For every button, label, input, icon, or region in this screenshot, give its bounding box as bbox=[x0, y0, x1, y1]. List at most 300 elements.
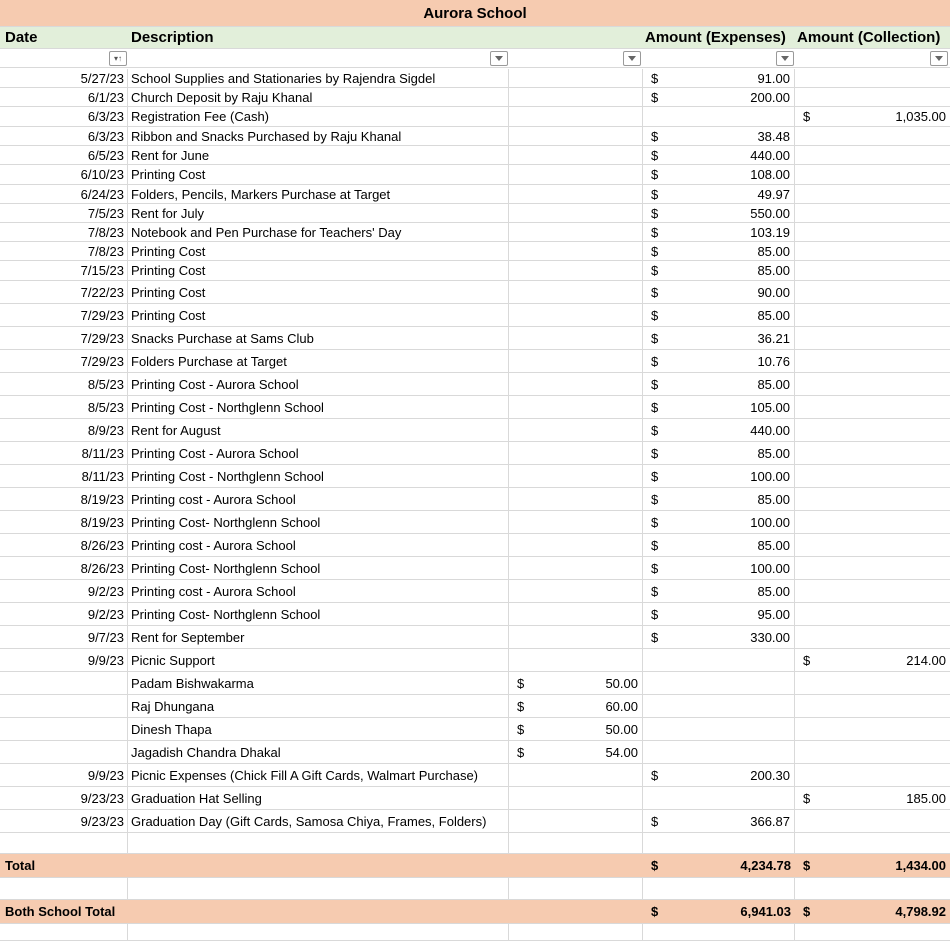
date-cell[interactable]: 6/10/23 bbox=[0, 165, 128, 184]
description-cell[interactable]: Printing Cost- Northglenn School bbox=[128, 557, 509, 579]
date-cell[interactable] bbox=[0, 741, 128, 763]
date-cell[interactable]: 8/5/23 bbox=[0, 373, 128, 395]
expenses-cell[interactable] bbox=[643, 419, 795, 441]
description-cell[interactable]: Graduation Day (Gift Cards, Samosa Chiya, Frames, Folders) bbox=[128, 810, 509, 832]
date-cell[interactable]: 8/5/23 bbox=[0, 396, 128, 418]
date-cell[interactable]: 7/29/23 bbox=[0, 350, 128, 372]
currency-symbol: $ bbox=[517, 698, 525, 714]
collection-cell[interactable] bbox=[795, 165, 950, 184]
expenses-cell[interactable] bbox=[643, 672, 795, 694]
subamount-cell[interactable] bbox=[509, 69, 643, 87]
subamount-cell[interactable] bbox=[509, 281, 643, 303]
collection-cell[interactable] bbox=[795, 672, 950, 694]
header-expenses[interactable]: Amount (Expenses) bbox=[645, 29, 786, 46]
expenses-cell[interactable] bbox=[643, 718, 795, 740]
description-cell[interactable]: Rent for June bbox=[128, 146, 509, 164]
expenses-cell[interactable] bbox=[643, 649, 795, 671]
total-expenses[interactable] bbox=[643, 900, 795, 923]
collection-cell[interactable] bbox=[795, 127, 950, 145]
description-cell[interactable]: Printing Cost- Northglenn School bbox=[128, 603, 509, 625]
description-cell[interactable]: Padam Bishwakarma bbox=[128, 672, 509, 694]
collection-cell[interactable] bbox=[795, 741, 950, 763]
total-row bbox=[0, 854, 950, 878]
empty-cell[interactable] bbox=[795, 924, 950, 940]
collection-cell[interactable] bbox=[795, 373, 950, 395]
amount-value: 85.00 bbox=[757, 445, 790, 461]
subamount-cell[interactable] bbox=[509, 350, 643, 372]
amount-value: 85.00 bbox=[757, 491, 790, 507]
subamount-cell[interactable] bbox=[509, 165, 643, 184]
header-row bbox=[0, 27, 950, 49]
currency-symbol: $ bbox=[803, 790, 811, 806]
subamount-cell[interactable] bbox=[509, 327, 643, 349]
table-row bbox=[0, 419, 950, 442]
collection-cell[interactable] bbox=[795, 580, 950, 602]
subamount-cell[interactable] bbox=[509, 304, 643, 326]
empty-cell[interactable] bbox=[509, 878, 643, 899]
table-row bbox=[0, 442, 950, 465]
collection-cell[interactable] bbox=[795, 465, 950, 487]
expenses-cell[interactable] bbox=[643, 107, 795, 126]
expenses-cell[interactable] bbox=[643, 488, 795, 510]
table-row bbox=[0, 741, 950, 764]
subamount-cell[interactable] bbox=[509, 127, 643, 145]
subamount-cell[interactable] bbox=[509, 741, 643, 763]
amount-value: 440.00 bbox=[750, 147, 790, 163]
table-row bbox=[0, 580, 950, 603]
date-cell[interactable]: 6/1/23 bbox=[0, 88, 128, 106]
collection-cell[interactable] bbox=[795, 146, 950, 164]
collection-cell[interactable] bbox=[795, 557, 950, 579]
table-row bbox=[0, 146, 950, 165]
amount-value: 550.00 bbox=[750, 205, 790, 221]
date-cell[interactable]: 8/19/23 bbox=[0, 511, 128, 533]
collection-cell[interactable] bbox=[795, 304, 950, 326]
currency-symbol: $ bbox=[651, 514, 659, 530]
date-cell[interactable]: 6/3/23 bbox=[0, 107, 128, 126]
collection-cell[interactable] bbox=[795, 261, 950, 280]
description-cell[interactable]: Rent for September bbox=[128, 626, 509, 648]
collection-cell[interactable] bbox=[795, 242, 950, 260]
date-cell[interactable]: 7/8/23 bbox=[0, 223, 128, 241]
sheet-title[interactable]: Aurora School bbox=[423, 4, 527, 22]
collection-cell[interactable] bbox=[795, 204, 950, 222]
description-cell[interactable]: Printing Cost bbox=[128, 261, 509, 280]
currency-symbol: $ bbox=[651, 813, 659, 829]
date-cell[interactable]: 8/19/23 bbox=[0, 488, 128, 510]
empty-cell[interactable] bbox=[128, 878, 509, 899]
currency-symbol: $ bbox=[651, 537, 659, 553]
date-cell[interactable]: 9/7/23 bbox=[0, 626, 128, 648]
expenses-cell[interactable] bbox=[643, 603, 795, 625]
empty-cell[interactable] bbox=[128, 924, 509, 940]
amount-value: 85.00 bbox=[757, 376, 790, 392]
amount-value: 185.00 bbox=[906, 790, 946, 806]
date-cell[interactable]: 7/29/23 bbox=[0, 327, 128, 349]
collection-cell[interactable] bbox=[795, 442, 950, 464]
subamount-cell[interactable] bbox=[509, 718, 643, 740]
currency-symbol: $ bbox=[651, 224, 659, 240]
currency-symbol: $ bbox=[651, 491, 659, 507]
total-label[interactable]: Total bbox=[5, 858, 36, 873]
table-row bbox=[0, 327, 950, 350]
amount-value: 85.00 bbox=[757, 537, 790, 553]
table-row bbox=[0, 557, 950, 580]
currency-symbol: $ bbox=[651, 186, 659, 202]
total-collection[interactable] bbox=[795, 900, 950, 923]
amount-value: 103.19 bbox=[750, 224, 790, 240]
collection-cell[interactable] bbox=[795, 511, 950, 533]
expenses-cell[interactable] bbox=[643, 304, 795, 326]
subamount-cell[interactable] bbox=[509, 373, 643, 395]
description-cell[interactable]: Picnic Expenses (Chick Fill A Gift Cards, Walmart Purchase) bbox=[128, 764, 509, 786]
collection-cell[interactable] bbox=[795, 185, 950, 203]
currency-symbol: $ bbox=[651, 468, 659, 484]
expenses-cell[interactable] bbox=[643, 810, 795, 832]
amount-value: 36.21 bbox=[757, 330, 790, 346]
expenses-cell[interactable] bbox=[643, 165, 795, 184]
date-cell[interactable]: 9/23/23 bbox=[0, 810, 128, 832]
date-cell[interactable]: 7/29/23 bbox=[0, 304, 128, 326]
currency-symbol: $ bbox=[651, 904, 659, 919]
collection-cell[interactable] bbox=[795, 69, 950, 87]
collection-cell[interactable] bbox=[795, 327, 950, 349]
date-cell[interactable]: 7/22/23 bbox=[0, 281, 128, 303]
description-cell[interactable]: Printing Cost bbox=[128, 165, 509, 184]
collection-cell[interactable] bbox=[795, 223, 950, 241]
sort-filter-icon[interactable]: ▾↑ bbox=[109, 51, 127, 66]
currency-symbol: $ bbox=[803, 109, 811, 124]
subamount-cell[interactable] bbox=[509, 534, 643, 556]
collection-cell[interactable] bbox=[795, 350, 950, 372]
description-cell[interactable]: Notebook and Pen Purchase for Teachers' Day bbox=[128, 223, 509, 241]
empty-cell[interactable] bbox=[795, 833, 950, 853]
empty-cell[interactable] bbox=[0, 833, 128, 853]
table-row bbox=[0, 281, 950, 304]
expenses-cell[interactable] bbox=[643, 396, 795, 418]
expenses-cell[interactable] bbox=[643, 350, 795, 372]
amount-value: 100.00 bbox=[750, 514, 790, 530]
total-expenses[interactable] bbox=[643, 854, 795, 877]
table-row bbox=[0, 465, 950, 488]
currency-symbol: $ bbox=[651, 560, 659, 576]
currency-symbol: $ bbox=[651, 399, 659, 415]
table-row bbox=[0, 242, 950, 261]
expenses-cell[interactable] bbox=[643, 511, 795, 533]
subamount-cell[interactable] bbox=[509, 242, 643, 260]
date-cell[interactable]: 8/11/23 bbox=[0, 442, 128, 464]
amount-value: 54.00 bbox=[605, 744, 638, 760]
description-cell[interactable]: Ribbon and Snacks Purchased by Raju Khanal bbox=[128, 127, 509, 145]
subamount-cell[interactable] bbox=[509, 419, 643, 441]
filter-dropdown-icon[interactable] bbox=[623, 51, 641, 66]
description-cell[interactable]: Printing Cost bbox=[128, 281, 509, 303]
description-cell[interactable]: Picnic Support bbox=[128, 649, 509, 671]
description-cell[interactable]: Printing Cost - Northglenn School bbox=[128, 396, 509, 418]
header-description[interactable]: Description bbox=[131, 29, 214, 46]
description-cell[interactable]: Raj Dhungana bbox=[128, 695, 509, 717]
subamount-cell[interactable] bbox=[509, 146, 643, 164]
table-row bbox=[0, 511, 950, 534]
date-cell[interactable] bbox=[0, 672, 128, 694]
amount-value: 200.00 bbox=[750, 89, 790, 105]
expenses-cell[interactable] bbox=[643, 465, 795, 487]
expenses-cell[interactable] bbox=[643, 787, 795, 809]
amount-value: 105.00 bbox=[750, 399, 790, 415]
expenses-cell[interactable] bbox=[643, 373, 795, 395]
header-date[interactable]: Date bbox=[5, 29, 38, 46]
date-cell[interactable]: 7/15/23 bbox=[0, 261, 128, 280]
currency-symbol: $ bbox=[651, 353, 659, 369]
expenses-cell[interactable] bbox=[643, 223, 795, 241]
empty-cell[interactable] bbox=[0, 924, 128, 940]
table-row bbox=[0, 534, 950, 557]
description-cell[interactable]: Printing Cost - Northglenn School bbox=[128, 465, 509, 487]
amount-value: 49.97 bbox=[757, 186, 790, 202]
collection-cell[interactable] bbox=[795, 281, 950, 303]
title-row bbox=[0, 0, 950, 27]
expenses-cell[interactable] bbox=[643, 327, 795, 349]
currency-symbol: $ bbox=[651, 284, 659, 300]
date-cell[interactable]: 9/9/23 bbox=[0, 649, 128, 671]
currency-symbol: $ bbox=[651, 205, 659, 221]
header-blank[interactable] bbox=[509, 27, 643, 48]
date-cell[interactable]: 7/8/23 bbox=[0, 242, 128, 260]
amount-value: 6,941.03 bbox=[740, 904, 791, 919]
subamount-cell[interactable] bbox=[509, 764, 643, 786]
expenses-cell[interactable] bbox=[643, 442, 795, 464]
subamount-cell[interactable] bbox=[509, 396, 643, 418]
expenses-cell[interactable] bbox=[643, 626, 795, 648]
description-cell[interactable]: Printing cost - Aurora School bbox=[128, 534, 509, 556]
subamount-cell[interactable] bbox=[509, 672, 643, 694]
description-cell[interactable]: Jagadish Chandra Dhakal bbox=[128, 741, 509, 763]
amount-value: 90.00 bbox=[757, 284, 790, 300]
amount-value: 85.00 bbox=[757, 263, 790, 278]
table-row bbox=[0, 185, 950, 204]
collection-cell[interactable] bbox=[795, 649, 950, 671]
description-cell[interactable]: Printing Cost - Aurora School bbox=[128, 373, 509, 395]
date-cell[interactable]: 9/9/23 bbox=[0, 764, 128, 786]
description-cell[interactable]: Dinesh Thapa bbox=[128, 718, 509, 740]
currency-symbol: $ bbox=[651, 70, 659, 86]
description-cell[interactable]: Rent for August bbox=[128, 419, 509, 441]
expenses-cell[interactable] bbox=[643, 580, 795, 602]
table-row bbox=[0, 88, 950, 107]
expenses-cell[interactable] bbox=[643, 534, 795, 556]
currency-symbol: $ bbox=[651, 128, 659, 144]
date-cell[interactable]: 6/3/23 bbox=[0, 127, 128, 145]
date-cell[interactable]: 6/24/23 bbox=[0, 185, 128, 203]
currency-symbol: $ bbox=[651, 243, 659, 259]
subamount-cell[interactable] bbox=[509, 695, 643, 717]
currency-symbol: $ bbox=[651, 167, 659, 182]
table-row bbox=[0, 488, 950, 511]
currency-symbol: $ bbox=[517, 675, 525, 691]
collection-cell[interactable] bbox=[795, 626, 950, 648]
description-cell[interactable]: School Supplies and Stationaries by Rajendra Sigdel bbox=[128, 69, 509, 87]
amount-value: 85.00 bbox=[757, 583, 790, 599]
expenses-cell[interactable] bbox=[643, 281, 795, 303]
currency-symbol: $ bbox=[651, 629, 659, 645]
table-row bbox=[0, 304, 950, 327]
subamount-cell[interactable] bbox=[509, 787, 643, 809]
empty-cell[interactable] bbox=[0, 878, 128, 899]
filter-dropdown-icon[interactable] bbox=[930, 51, 948, 66]
currency-symbol: $ bbox=[803, 652, 811, 668]
empty-cell[interactable] bbox=[795, 878, 950, 899]
table-row bbox=[0, 261, 950, 281]
empty-cell[interactable] bbox=[643, 924, 795, 940]
description-cell[interactable]: Folders Purchase at Target bbox=[128, 350, 509, 372]
description-cell[interactable]: Printing Cost bbox=[128, 304, 509, 326]
description-cell[interactable]: Printing Cost- Northglenn School bbox=[128, 511, 509, 533]
collection-cell[interactable] bbox=[795, 396, 950, 418]
collection-cell[interactable] bbox=[795, 695, 950, 717]
currency-symbol: $ bbox=[651, 606, 659, 622]
amount-value: 85.00 bbox=[757, 307, 790, 323]
description-cell[interactable]: Registration Fee (Cash) bbox=[128, 107, 509, 126]
expenses-cell[interactable] bbox=[643, 261, 795, 280]
amount-value: 200.30 bbox=[750, 767, 790, 783]
date-cell[interactable]: 8/9/23 bbox=[0, 419, 128, 441]
header-collection[interactable]: Amount (Collection) bbox=[797, 29, 941, 46]
date-cell[interactable] bbox=[0, 695, 128, 717]
collection-cell[interactable] bbox=[795, 810, 950, 832]
expenses-cell[interactable] bbox=[643, 146, 795, 164]
amount-value: 214.00 bbox=[906, 652, 946, 668]
total-collection[interactable] bbox=[795, 854, 950, 877]
description-cell[interactable]: Graduation Hat Selling bbox=[128, 787, 509, 809]
both-school-total-row bbox=[0, 900, 950, 924]
expenses-cell[interactable] bbox=[643, 764, 795, 786]
date-cell[interactable]: 8/11/23 bbox=[0, 465, 128, 487]
amount-value: 38.48 bbox=[757, 128, 790, 144]
subamount-cell[interactable] bbox=[509, 488, 643, 510]
amount-value: 85.00 bbox=[757, 243, 790, 259]
currency-symbol: $ bbox=[803, 858, 811, 873]
table-row bbox=[0, 718, 950, 741]
description-cell[interactable]: Church Deposit by Raju Khanal bbox=[128, 88, 509, 106]
collection-cell[interactable] bbox=[795, 88, 950, 106]
date-cell[interactable]: 7/5/23 bbox=[0, 204, 128, 222]
date-cell[interactable] bbox=[0, 718, 128, 740]
collection-cell[interactable] bbox=[795, 488, 950, 510]
description-cell[interactable]: Rent for July bbox=[128, 204, 509, 222]
currency-symbol: $ bbox=[651, 147, 659, 163]
date-cell[interactable]: 9/2/23 bbox=[0, 603, 128, 625]
table-row bbox=[0, 223, 950, 242]
collection-cell[interactable] bbox=[795, 764, 950, 786]
empty-cell[interactable] bbox=[128, 833, 509, 853]
description-cell[interactable]: Printing Cost bbox=[128, 242, 509, 260]
date-cell[interactable]: 8/26/23 bbox=[0, 557, 128, 579]
date-cell[interactable]: 9/23/23 bbox=[0, 787, 128, 809]
filter-dropdown-icon[interactable] bbox=[490, 51, 508, 66]
subamount-cell[interactable] bbox=[509, 626, 643, 648]
table-row bbox=[0, 127, 950, 146]
currency-symbol: $ bbox=[651, 767, 659, 783]
total-label[interactable]: Both School Total bbox=[5, 904, 116, 919]
subamount-cell[interactable] bbox=[509, 442, 643, 464]
empty-cell[interactable] bbox=[509, 833, 643, 853]
table-row bbox=[0, 165, 950, 185]
expenses-cell[interactable] bbox=[643, 741, 795, 763]
subamount-cell[interactable] bbox=[509, 580, 643, 602]
description-cell[interactable]: Snacks Purchase at Sams Club bbox=[128, 327, 509, 349]
description-cell[interactable]: Printing Cost - Aurora School bbox=[128, 442, 509, 464]
table-row bbox=[0, 695, 950, 718]
amount-value: 100.00 bbox=[750, 468, 790, 484]
subamount-cell[interactable] bbox=[509, 603, 643, 625]
date-cell[interactable]: 6/5/23 bbox=[0, 146, 128, 164]
subamount-cell[interactable] bbox=[509, 649, 643, 671]
subamount-cell[interactable] bbox=[509, 223, 643, 241]
currency-symbol: $ bbox=[651, 263, 659, 278]
description-cell[interactable]: Folders, Pencils, Markers Purchase at Target bbox=[128, 185, 509, 203]
date-cell[interactable]: 9/2/23 bbox=[0, 580, 128, 602]
filter-dropdown-icon[interactable] bbox=[776, 51, 794, 66]
subamount-cell[interactable] bbox=[509, 204, 643, 222]
empty-cell[interactable] bbox=[643, 833, 795, 853]
empty-cell[interactable] bbox=[643, 878, 795, 899]
subamount-cell[interactable] bbox=[509, 511, 643, 533]
currency-symbol: $ bbox=[651, 330, 659, 346]
blank-row bbox=[0, 924, 950, 941]
subamount-cell[interactable] bbox=[509, 810, 643, 832]
description-cell[interactable]: Printing cost - Aurora School bbox=[128, 580, 509, 602]
table-row bbox=[0, 373, 950, 396]
currency-symbol: $ bbox=[517, 744, 525, 760]
expenses-cell[interactable] bbox=[643, 88, 795, 106]
blank-row bbox=[0, 878, 950, 900]
subamount-cell[interactable] bbox=[509, 185, 643, 203]
collection-cell[interactable] bbox=[795, 107, 950, 126]
description-cell[interactable]: Printing cost - Aurora School bbox=[128, 488, 509, 510]
amount-value: 108.00 bbox=[750, 167, 790, 182]
empty-cell[interactable] bbox=[509, 924, 643, 940]
date-cell[interactable]: 5/27/23 bbox=[0, 69, 128, 87]
subamount-cell[interactable] bbox=[509, 557, 643, 579]
subamount-cell[interactable] bbox=[509, 88, 643, 106]
date-cell[interactable]: 8/26/23 bbox=[0, 534, 128, 556]
collection-cell[interactable] bbox=[795, 787, 950, 809]
collection-cell[interactable] bbox=[795, 534, 950, 556]
collection-cell[interactable] bbox=[795, 603, 950, 625]
expenses-cell[interactable] bbox=[643, 185, 795, 203]
blank-row bbox=[0, 833, 950, 854]
table-row bbox=[0, 764, 950, 787]
subamount-cell[interactable] bbox=[509, 107, 643, 126]
expenses-cell[interactable] bbox=[643, 204, 795, 222]
expenses-cell[interactable] bbox=[643, 557, 795, 579]
amount-value: 91.00 bbox=[757, 70, 790, 86]
collection-cell[interactable] bbox=[795, 419, 950, 441]
subamount-cell[interactable] bbox=[509, 261, 643, 280]
amount-value: 4,798.92 bbox=[895, 904, 946, 919]
amount-value: 10.76 bbox=[757, 353, 790, 369]
currency-symbol: $ bbox=[651, 858, 659, 873]
expenses-cell[interactable] bbox=[643, 127, 795, 145]
table-row bbox=[0, 603, 950, 626]
amount-value: 366.87 bbox=[750, 813, 790, 829]
subamount-cell[interactable] bbox=[509, 465, 643, 487]
expenses-cell[interactable] bbox=[643, 69, 795, 87]
expenses-cell[interactable] bbox=[643, 695, 795, 717]
expenses-cell[interactable] bbox=[643, 242, 795, 260]
collection-cell[interactable] bbox=[795, 718, 950, 740]
currency-symbol: $ bbox=[651, 89, 659, 105]
